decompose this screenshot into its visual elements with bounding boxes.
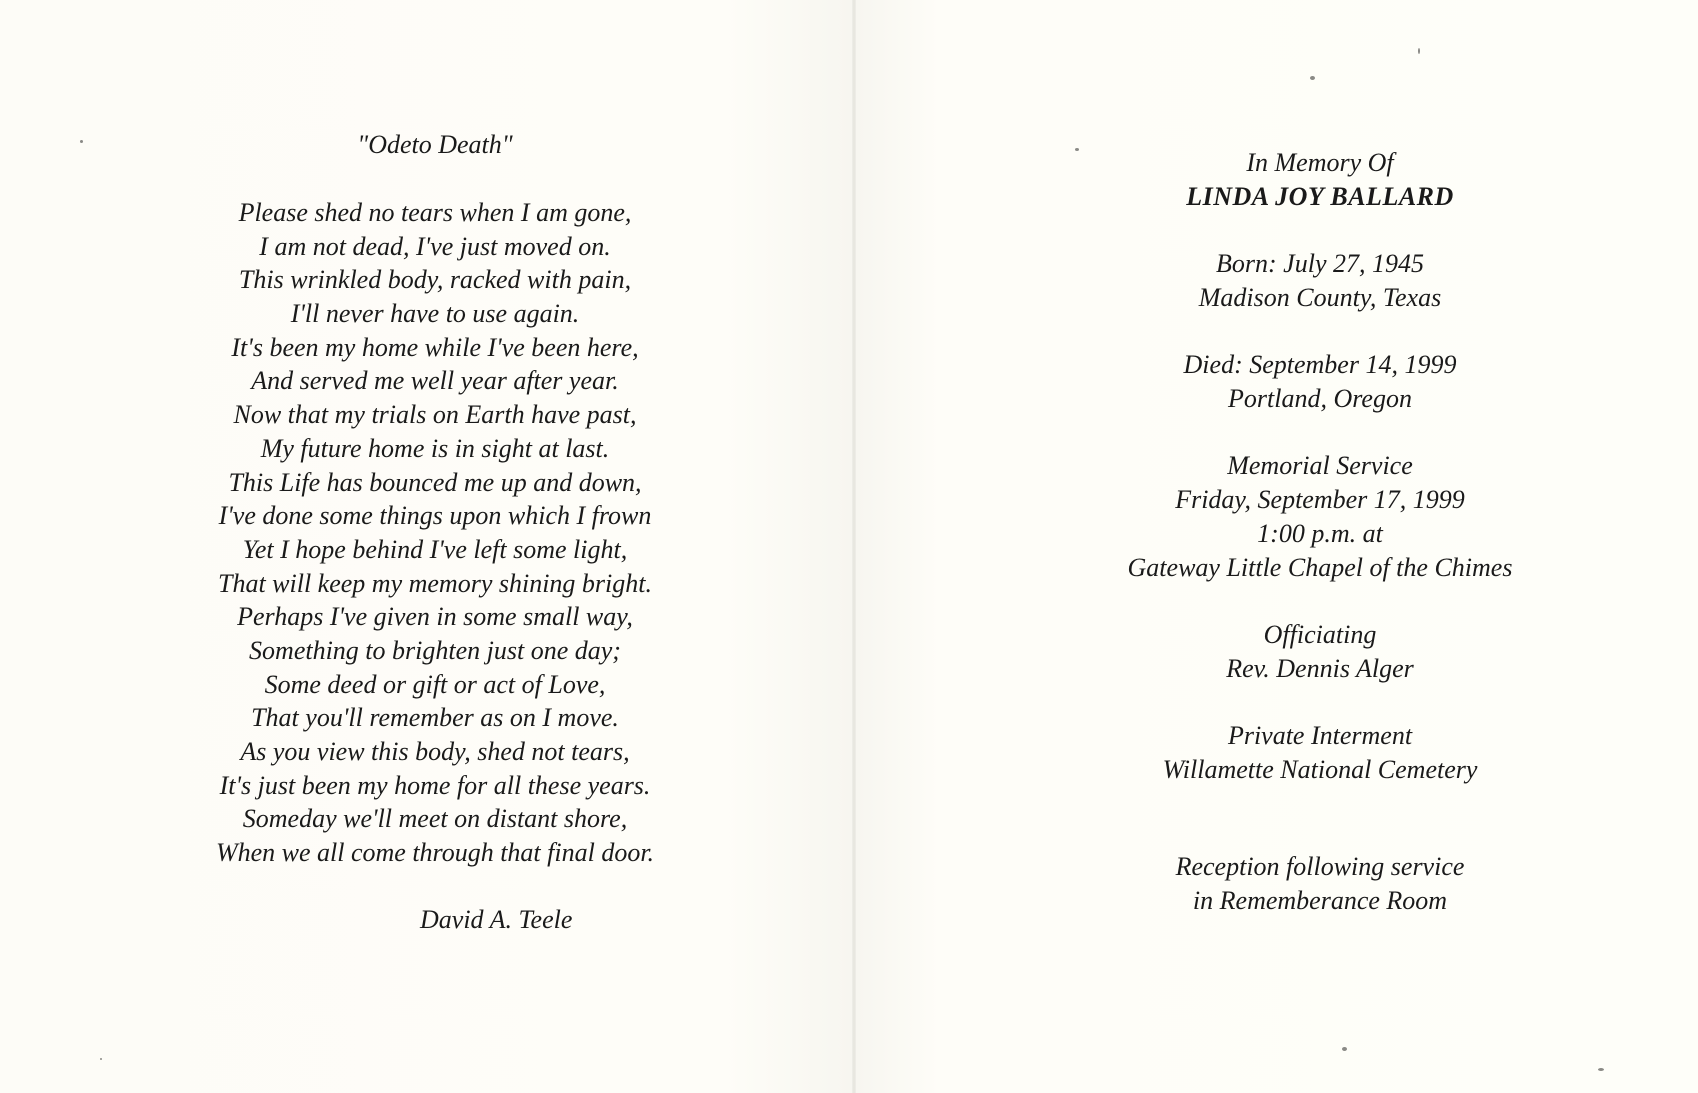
- interment-block: [1060, 719, 1580, 787]
- poem-line: It's just been my home for all these years.: [219, 770, 651, 800]
- poem-line: I am not dead, I've just moved on.: [259, 231, 611, 261]
- poem-line: I've done some things upon which I frown: [218, 501, 652, 531]
- poem-line: Someday we'll meet on distant shore,: [242, 804, 628, 834]
- poem-author: David A. Teele: [420, 905, 573, 934]
- poem-line: Perhaps I've given in some small way,: [237, 602, 633, 632]
- poem-line: I'll never have to use again.: [290, 299, 580, 329]
- dust-speck: [100, 1058, 102, 1060]
- poem-line: As you view this body, shed not tears,: [240, 737, 630, 766]
- service-title: Memorial Service: [1227, 451, 1413, 480]
- dust-speck: [1075, 148, 1079, 151]
- poem-line: Yet I hope behind I've left some light,: [242, 534, 628, 564]
- poem: [150, 128, 720, 870]
- poem-line: My future home is in sight at last.: [260, 433, 610, 463]
- death-place: Portland, Oregon: [1228, 384, 1412, 413]
- service-block: [1060, 449, 1580, 585]
- poem-line: That will keep my memory shining bright.: [217, 568, 652, 598]
- service-date: Friday, September 17, 1999: [1175, 485, 1465, 514]
- officiating-block: [1060, 618, 1580, 686]
- interment-title: Private Interment: [1227, 721, 1413, 750]
- memory-heading-block: [1060, 146, 1580, 214]
- dust-speck: [80, 140, 83, 143]
- poem-line: That you'll remember as on I move.: [251, 703, 619, 733]
- poem-line: Now that my trials on Earth have past,: [233, 400, 637, 430]
- birth-block: [1060, 247, 1580, 315]
- officiating-title: Officiating: [1263, 620, 1377, 649]
- officiant-name: Rev. Dennis Alger: [1226, 654, 1414, 683]
- birth-date: Born: July 27, 1945: [1216, 249, 1424, 278]
- interment-place: Willamette National Cemetery: [1162, 755, 1478, 784]
- deceased-name: LINDA JOY BALLARD: [1186, 182, 1454, 211]
- poem-lines: [150, 196, 720, 870]
- dust-speck: [1310, 76, 1315, 80]
- memorial-details: [1060, 146, 1580, 918]
- dust-speck: [1342, 1047, 1347, 1051]
- reception-line-2: in Rememberance Room: [1192, 886, 1448, 915]
- poem-title: "Odeto Death": [357, 130, 513, 159]
- death-block: [1060, 348, 1580, 416]
- death-date: Died: September 14, 1999: [1183, 350, 1457, 379]
- poem-line: Please shed no tears when I am gone,: [238, 198, 632, 227]
- reception-line-1: Reception following service: [1175, 852, 1465, 881]
- reception-block: [1060, 850, 1580, 918]
- poem-line: It's been my home while I've been here,: [231, 332, 639, 362]
- poem-line: Some deed or gift or act of Love,: [264, 669, 606, 699]
- dust-speck: [1418, 48, 1420, 54]
- poem-line: And served me well year after year.: [251, 366, 619, 396]
- poem-line: This Life has bounced me up and down,: [228, 467, 642, 497]
- memory-heading: In Memory Of: [1246, 148, 1394, 177]
- poem-line: When we all come through that final door.: [215, 838, 655, 868]
- poem-line: This wrinkled body, racked with pain,: [238, 265, 632, 295]
- service-place: Gateway Little Chapel of the Chimes: [1127, 553, 1513, 582]
- poem-line: Something to brighten just one day;: [249, 635, 621, 665]
- dust-speck: [1598, 1068, 1604, 1071]
- service-time: 1:00 p.m. at: [1257, 519, 1383, 548]
- birth-place: Madison County, Texas: [1198, 283, 1442, 312]
